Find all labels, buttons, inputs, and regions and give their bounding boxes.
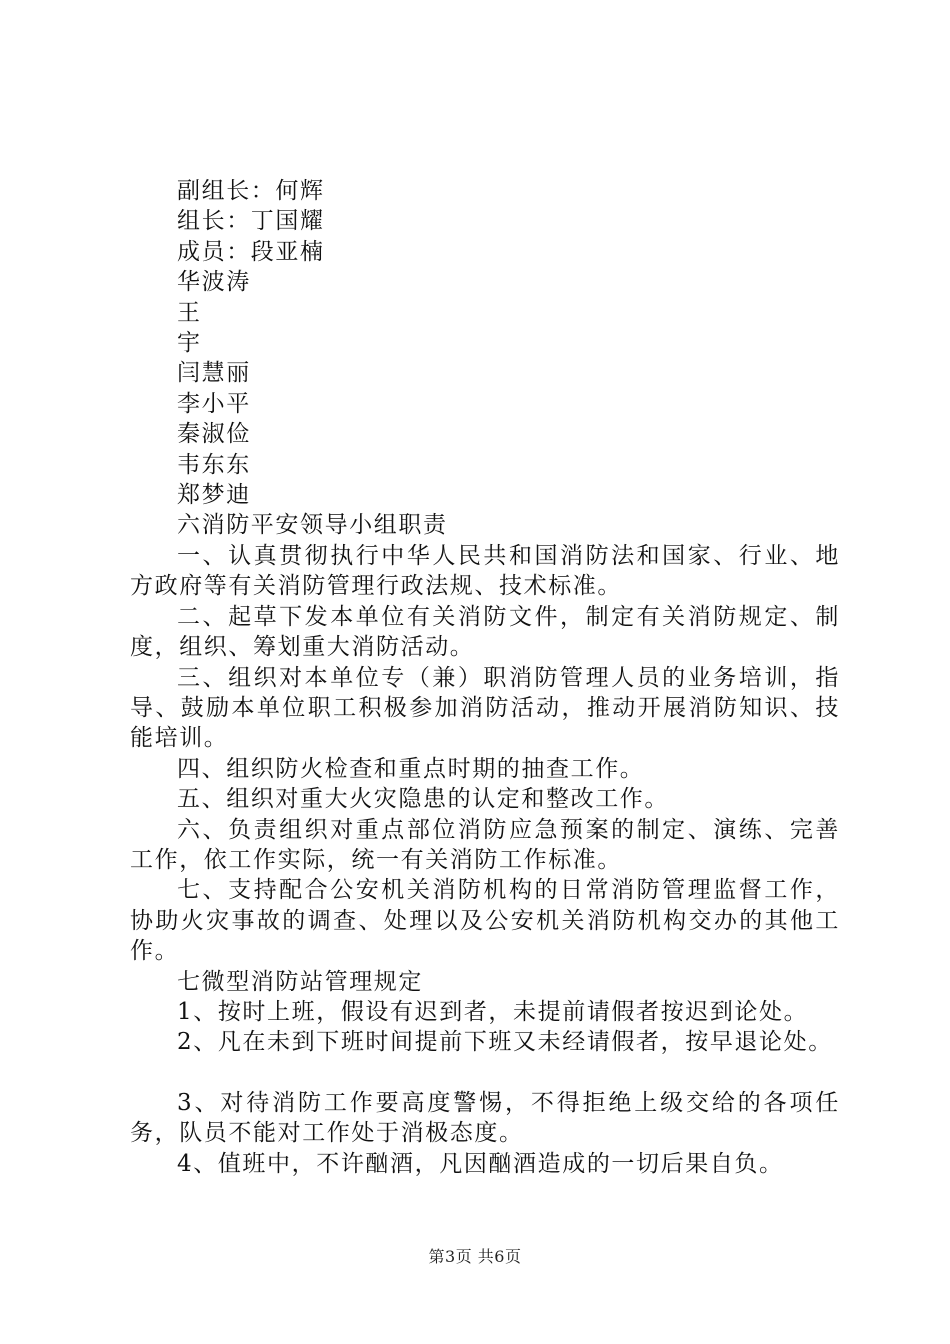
roster-member: 秦淑俭 xyxy=(177,421,251,448)
roster-member: 华波涛 xyxy=(177,269,251,296)
roster-leader: 组长：丁国耀 xyxy=(177,208,325,235)
page-number-footer: 第3页 共6页 xyxy=(428,1247,522,1266)
section-6-heading: 六消防平安领导小组职责 xyxy=(177,512,448,539)
roster-member: 韦东东 xyxy=(177,451,251,478)
roster-member: 闫慧丽 xyxy=(177,360,251,387)
roster-member: 郑梦迪 xyxy=(177,482,251,509)
section-7-item: 3、对待消防工作要高度警惕，不得拒绝上级交给的各项任务，队员不能对工作处于消极态度。 xyxy=(130,1089,840,1147)
section-6-item: 四、组织防火检查和重点时期的抽查工作。 xyxy=(177,755,645,782)
roster-member: 李小平 xyxy=(177,390,251,417)
section-6-item: 七、支持配合公安机关消防机构的日常消防管理监督工作，协助火灾事故的调查、处理以及公安机关消防机构交办的其他工作。 xyxy=(130,877,840,965)
roster-member: 宇 xyxy=(177,330,202,357)
section-7-heading: 七微型消防站管理规定 xyxy=(177,968,423,995)
section-6-item: 五、组织对重大火灾隐患的认定和整改工作。 xyxy=(177,786,669,813)
roster-member: 王 xyxy=(177,299,202,326)
section-6-item: 二、起草下发本单位有关消防文件，制定有关消防规定、制度，组织、筹划重大消防活动。 xyxy=(130,603,840,661)
section-7-item: 4、值班中，不许酗酒，凡因酗酒造成的一切后果自负。 xyxy=(177,1150,784,1177)
roster-members: 成员：段亚楠 xyxy=(177,238,325,265)
roster-list xyxy=(130,176,840,510)
blank-line xyxy=(130,1058,840,1088)
section-6-item: 六、负责组织对重点部位消防应急预案的制定、演练、完善工作，依工作实际，统一有关消防工作标准。 xyxy=(130,816,840,873)
section-6-item: 三、组织对本单位专（兼）职消防管理人员的业务培训，指导、鼓励本单位职工积极参加消防活动，推动开展消防知识、技能培训。 xyxy=(130,664,840,752)
section-6-item: 一、认真贯彻执行中华人民共和国消防法和国家、行业、地方政府等有关消防管理行政法规、技术标准。 xyxy=(130,542,840,600)
section-7-item: 1、按时上班，假设有迟到者，未提前请假者按迟到论处。 xyxy=(177,998,809,1025)
roster-deputy-leader: 副组长：何辉 xyxy=(177,178,325,204)
section-6 xyxy=(130,510,840,966)
section-7 xyxy=(130,967,840,1179)
section-7-item: 2、凡在未到下班时间提前下班又未经请假者，按早退论处。 xyxy=(177,1029,833,1056)
document-body xyxy=(130,176,840,1179)
